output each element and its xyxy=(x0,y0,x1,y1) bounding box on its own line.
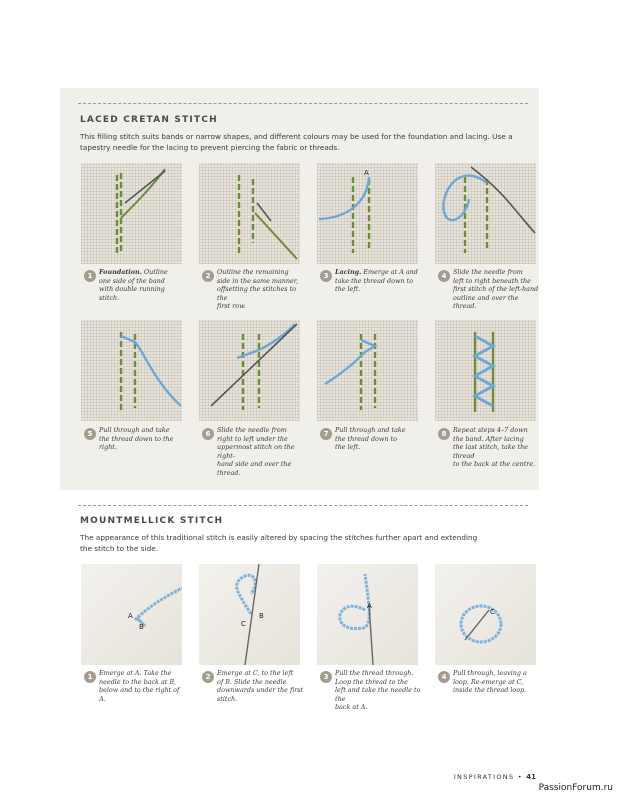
page-footer xyxy=(454,773,536,781)
photo-mm-step-3 xyxy=(317,564,418,665)
laced-cretan-intro: This filling stitch suits bands or narrow shapes, and different colours may be used for the foundation and lacing. Use a tapestry needle for the lacing to prevent piercing the fabric or threads. xyxy=(80,132,513,152)
photo-step-6 xyxy=(199,320,300,421)
photo-mm-step-2 xyxy=(199,564,300,665)
label-a: A xyxy=(364,169,369,177)
label-c: C xyxy=(241,620,246,628)
label-a: A xyxy=(367,602,372,610)
watermark: PassionForum.ru xyxy=(538,783,613,793)
mid-divider xyxy=(78,505,528,506)
photo-step-8 xyxy=(435,320,536,421)
label-a: A xyxy=(128,612,133,620)
label-b: B xyxy=(139,623,144,631)
photo-step-2 xyxy=(199,163,300,264)
footer-section: INSPIRATIONS • xyxy=(453,773,523,781)
photo-step-3 xyxy=(317,163,418,264)
label-b: B xyxy=(259,612,264,620)
photo-step-1 xyxy=(81,163,182,264)
laced-cretan-title: LACED CRETAN STITCH xyxy=(80,115,218,125)
top-divider xyxy=(78,103,528,104)
photo-mm-step-4 xyxy=(435,564,536,665)
photo-step-4 xyxy=(435,163,536,264)
photo-mm-step-1 xyxy=(81,564,182,665)
photo-step-5 xyxy=(81,320,182,421)
photo-step-7 xyxy=(317,320,418,421)
page-number: 41 xyxy=(526,773,536,781)
mountmellick-intro: The appearance of this traditional stitch is easily altered by spacing the stitches further apart and extending the stitch to the side. xyxy=(80,533,478,553)
label-c: C xyxy=(490,608,495,616)
mountmellick-title: MOUNTMELLICK STITCH xyxy=(80,516,224,526)
